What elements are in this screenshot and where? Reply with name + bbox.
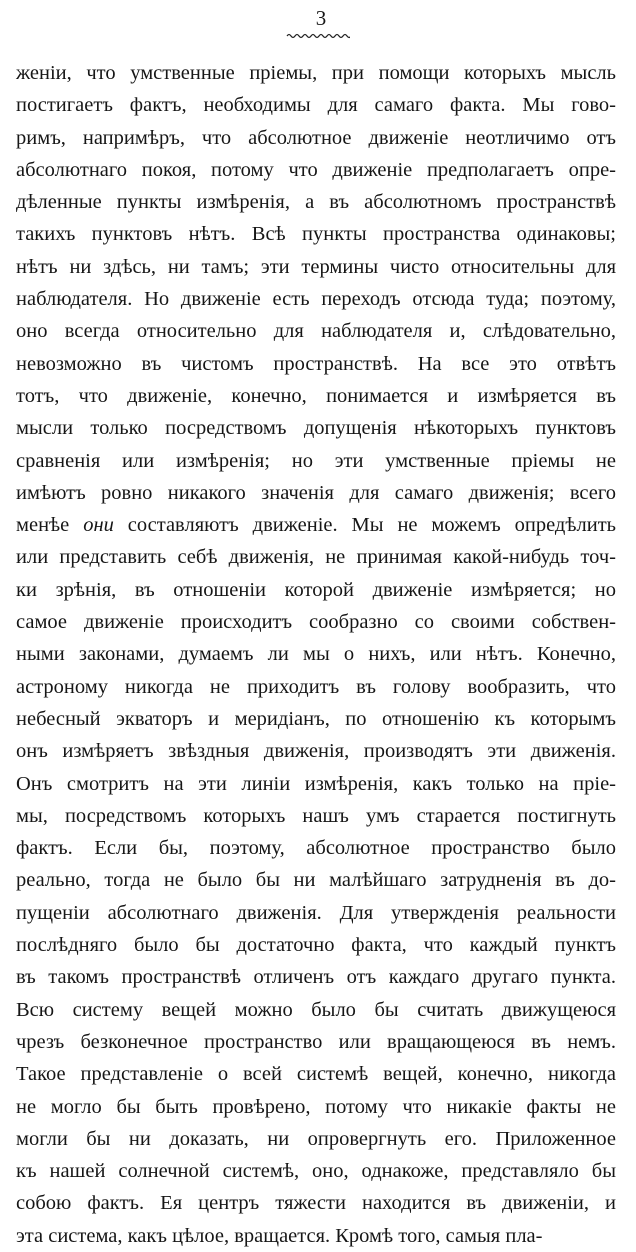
- text-line: женіи, что умственные пріемы, при помощи которыхъ мысль: [16, 62, 616, 84]
- emphasized-word: они: [83, 514, 114, 537]
- text-line: ными законами, думаемъ ли мы о нихъ, или нѣтъ. Конечно,: [16, 643, 616, 666]
- text-line: фактъ. Если бы, поэтому, абсолютное пространство было: [16, 837, 616, 860]
- text-line: въ такомъ пространствѣ отличенъ отъ каждаго другаго пункта.: [16, 966, 616, 989]
- text-line: эта система, какъ цѣлое, вращается. Кромѣ того, самыя пла-: [16, 1224, 543, 1247]
- text-line: [16, 509, 616, 541]
- text-line: оно всегда относительно для наблюдателя и, слѣдовательно,: [16, 320, 616, 343]
- text-line: или представить себѣ движенія, не принимая какой-нибудь точ-: [16, 546, 616, 569]
- text-line: мы, посредствомъ которыхъ нашъ умъ старается постигнуть: [16, 804, 616, 827]
- text-line: онъ измѣряетъ звѣздныя движенія, производятъ эти движенія.: [16, 740, 616, 763]
- text-line: нѣтъ ни здѣсь, ни тамъ; эти термины чисто относительны для: [16, 255, 616, 278]
- text-line: абсолютнаго покоя, потому что движеніе предполагаетъ опре-: [16, 158, 616, 181]
- text-line: самое движеніе происходитъ сообразно со своими собствен-: [16, 611, 616, 634]
- text-line: мысли только посредствомъ допущенія нѣкоторыхъ пунктовъ: [16, 417, 616, 440]
- text-line: небесный экваторъ и меридіанъ, по отношенію къ которымъ: [16, 707, 616, 730]
- text-line: пущеніи абсолютнаго движенія. Для утвержденія реальности: [16, 901, 616, 924]
- text-line: собою фактъ. Ея центръ тяжести находится въ движеніи, и: [16, 1192, 616, 1215]
- text-line: сравненія или измѣренія; но эти умственные пріемы не: [16, 449, 616, 472]
- text-line: наблюдателя. Но движеніе есть переходъ отсюда туда; поэтому,: [16, 288, 616, 311]
- text-segment: менѣе: [16, 514, 84, 537]
- text-segment: составляютъ движеніе. Мы не можемъ опредѣлить: [113, 514, 616, 537]
- text-line: постигаетъ фактъ, необходимы для самаго факта. Мы гово-: [16, 94, 616, 117]
- text-line: такихъ пунктовъ нѣтъ. Всѣ пункты пространства одинаковы;: [16, 223, 616, 246]
- wavy-ornament-icon: [286, 32, 350, 40]
- text-line: реально, тогда не было бы ни малѣйшаго затрудненія въ до-: [16, 869, 616, 892]
- text-line: тотъ, что движеніе, конечно, понимается и измѣряется въ: [16, 384, 616, 407]
- text-line: могли бы ни доказать, ни опровергнуть его. Приложенное: [16, 1127, 616, 1150]
- text-line: дѣленные пункты измѣренія, а въ абсолютномъ пространствѣ: [16, 191, 616, 214]
- page-number: 3: [315, 6, 327, 30]
- text-line: римъ, напримѣръ, что абсолютное движеніе неотличимо отъ: [16, 126, 616, 149]
- text-line: послѣдняго было бы достаточно факта, что каждый пунктъ: [16, 934, 616, 957]
- body-text: [16, 57, 616, 1252]
- text-line: невозможно въ чистомъ пространствѣ. На все это отвѣтъ: [16, 352, 616, 375]
- text-line: ки зрѣнія, въ отношеніи которой движеніе измѣряется; но: [16, 578, 616, 601]
- page-header: [0, 6, 636, 40]
- text-line: Онъ смотритъ на эти линіи измѣренія, какъ только на пріе-: [16, 772, 616, 795]
- text-line: не могло бы быть провѣрено, потому что никакіе факты не: [16, 1095, 616, 1118]
- text-line: Всю систему вещей можно было бы считать движущеюся: [16, 998, 616, 1021]
- text-line: къ нашей солнечной системѣ, оно, однакоже, представляло бы: [16, 1160, 616, 1183]
- text-line: чрезъ безконечное пространство или вращающеюся въ немъ.: [16, 1030, 616, 1053]
- text-line: имѣютъ ровно никакого значенія для самаго движенія; всего: [16, 481, 616, 504]
- text-line: астроному никогда не приходитъ въ голову вообразить, что: [16, 675, 616, 698]
- text-line: Такое представленіе о всей системѣ вещей, конечно, никогда: [16, 1063, 616, 1086]
